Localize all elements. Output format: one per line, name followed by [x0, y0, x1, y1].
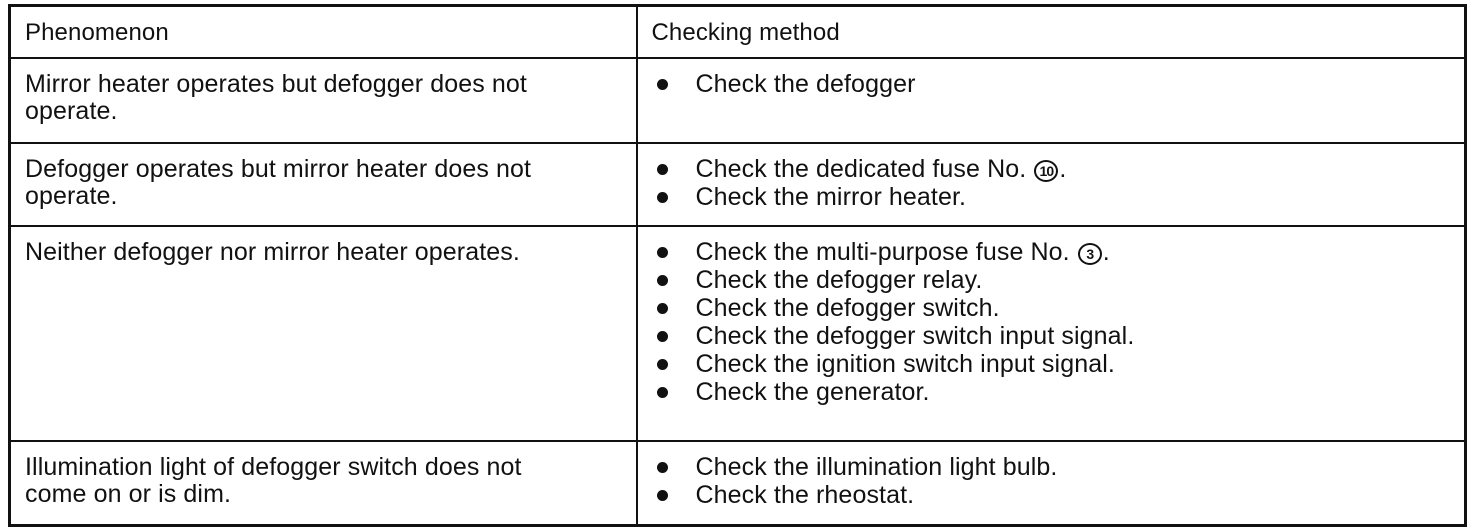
check-text: Check the defogger relay. — [695, 265, 983, 294]
check-list — [638, 442, 1465, 509]
phenomenon-line: Neither defogger nor mirror heater operates. — [25, 237, 520, 266]
checking-method-cell — [637, 441, 1466, 526]
bullet-icon — [657, 387, 668, 398]
bullet-icon — [657, 79, 668, 90]
check-item — [654, 350, 1465, 378]
circled-fuse-number: 10 — [1034, 160, 1058, 182]
check-text: Check the illumination light bulb. — [695, 452, 1058, 481]
check-list — [638, 227, 1465, 406]
check-text: Check the defogger — [695, 69, 916, 98]
phenomenon-line: operate. — [25, 96, 118, 125]
table-header-row — [10, 6, 1466, 58]
check-text: Check the defogger switch input signal. — [695, 321, 1135, 350]
troubleshooting-sheet — [8, 4, 1464, 524]
check-item — [654, 70, 1465, 98]
phenomenon-cell — [10, 226, 637, 441]
phenomenon-line: Illumination light of defogger switch does not — [25, 452, 522, 481]
check-item — [654, 238, 1465, 266]
check-text: Check the multi-purpose fuse No. — [695, 237, 1077, 266]
check-text: Check the ignition switch input signal. — [695, 349, 1115, 378]
check-item — [654, 481, 1465, 509]
circled-fuse-number: 3 — [1078, 243, 1102, 265]
phenomenon-text — [11, 144, 636, 210]
checking-method-cell — [637, 226, 1466, 441]
phenomenon-cell — [10, 441, 637, 526]
header-phenomenon: Phenomenon — [25, 19, 169, 46]
check-text: Check the defogger switch. — [695, 293, 1000, 322]
check-item — [654, 322, 1465, 350]
phenomenon-line: operate. — [25, 181, 118, 210]
bullet-icon — [657, 331, 668, 342]
check-text: Check the generator. — [695, 377, 930, 406]
check-item — [654, 266, 1465, 294]
bullet-icon — [657, 164, 668, 175]
check-text: Check the mirror heater. — [695, 182, 967, 211]
phenomenon-text — [11, 227, 636, 266]
header-checking-method: Checking method — [651, 19, 840, 46]
bullet-icon — [657, 462, 668, 473]
table-row — [10, 58, 1466, 143]
check-suffix: . — [1102, 237, 1110, 266]
check-list — [638, 59, 1465, 98]
bullet-icon — [657, 490, 668, 501]
check-item — [654, 453, 1465, 481]
bullet-icon — [657, 275, 668, 286]
check-item — [654, 378, 1465, 406]
check-item — [654, 183, 1465, 211]
table-row — [10, 226, 1466, 441]
checking-method-cell — [637, 58, 1466, 143]
phenomenon-cell — [10, 143, 637, 226]
header-cell-phenomenon — [10, 6, 637, 58]
phenomenon-cell — [10, 58, 637, 143]
check-suffix: . — [1059, 154, 1067, 183]
phenomenon-line: Mirror heater operates but defogger does not — [25, 69, 527, 98]
bullet-icon — [657, 359, 668, 370]
checking-method-cell — [637, 143, 1466, 226]
phenomenon-text — [11, 59, 636, 125]
table-row — [10, 441, 1466, 526]
check-item — [654, 294, 1465, 322]
phenomenon-line: Defogger operates but mirror heater does not — [25, 154, 532, 183]
bullet-icon — [657, 192, 668, 203]
table-row — [10, 143, 1466, 226]
bullet-icon — [657, 247, 668, 258]
check-list — [638, 144, 1465, 211]
phenomenon-text — [11, 442, 636, 508]
header-cell-checking-method — [637, 6, 1466, 58]
phenomenon-line: come on or is dim. — [25, 479, 232, 508]
check-item — [654, 155, 1465, 183]
bullet-icon — [657, 303, 668, 314]
troubleshooting-table — [8, 4, 1467, 527]
check-text: Check the rheostat. — [695, 480, 915, 509]
check-text: Check the dedicated fuse No. — [695, 154, 1034, 183]
